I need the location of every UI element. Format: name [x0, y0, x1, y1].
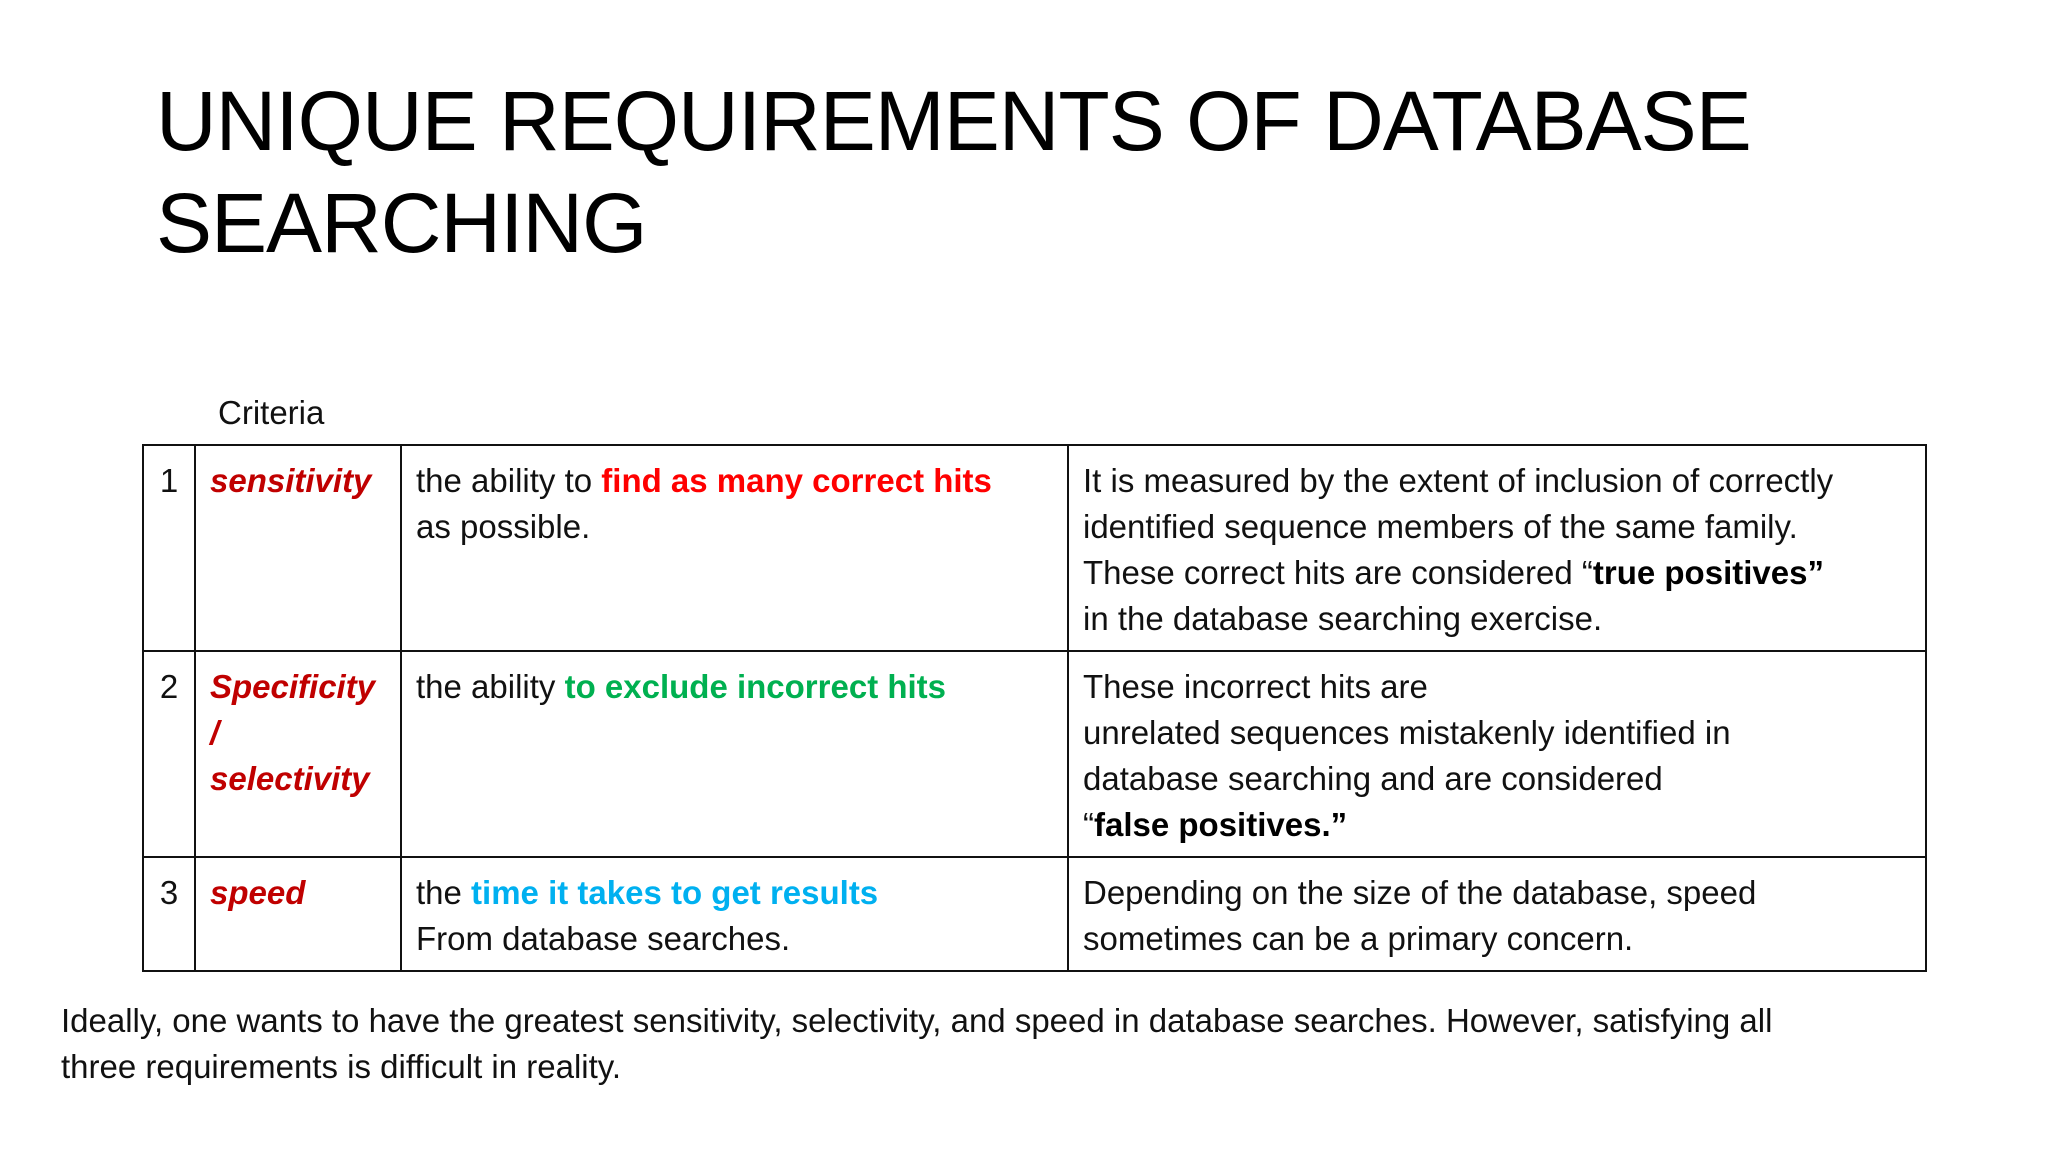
description-line: in the database searching exercise. [1083, 600, 1603, 637]
definition-suffix: From database searches. [416, 920, 791, 957]
definition-cell [401, 857, 1068, 971]
description-cell [1068, 651, 1926, 857]
summary-note [61, 998, 1991, 1090]
criterion-term-specificity: Specificity [210, 668, 376, 705]
description-line: These incorrect hits are [1083, 668, 1428, 705]
criterion-term-sensitivity: sensitivity [210, 462, 372, 499]
description-line: These correct hits are considered “ [1083, 554, 1593, 591]
row-number: 1 [143, 445, 195, 651]
description-line: “ [1083, 806, 1094, 843]
criterion-term-speed: speed [210, 874, 306, 911]
description-line: database searching and are considered [1083, 760, 1663, 797]
definition-highlight: time it takes to get results [471, 874, 879, 911]
description-cell [1068, 857, 1926, 971]
description-line: unrelated sequences mistakenly identified in [1083, 714, 1731, 751]
title-line-1: UNIQUE REQUIREMENTS OF DATABASE [156, 74, 1751, 168]
criterion-term-selectivity: selectivity [210, 760, 370, 797]
summary-line-2: three requirements is difficult in reality. [61, 1048, 622, 1085]
row-number: 3 [143, 857, 195, 971]
description-cell [1068, 445, 1926, 651]
definition-prefix: the ability to [416, 462, 602, 499]
criterion-cell [195, 651, 401, 857]
description-line: sometimes can be a primary concern. [1083, 920, 1634, 957]
table-row [143, 651, 1926, 857]
description-line: It is measured by the extent of inclusion of correctly [1083, 462, 1834, 499]
false-positives-term: false positives.” [1094, 806, 1348, 843]
criterion-term-separator: / [210, 714, 220, 751]
row-number: 2 [143, 651, 195, 857]
table-row [143, 445, 1926, 651]
table-row [143, 857, 1926, 971]
summary-line-1: Ideally, one wants to have the greatest sensitivity, selectivity, and speed in database searches. However, satisfying all [61, 1002, 1773, 1039]
description-line: Depending on the size of the database, speed [1083, 874, 1757, 911]
definition-prefix: the ability [416, 668, 565, 705]
definition-suffix: as possible. [416, 508, 591, 545]
definition-prefix: the [416, 874, 472, 911]
description-line: identified sequence members of the same family. [1083, 508, 1798, 545]
definition-cell [401, 651, 1068, 857]
definition-cell [401, 445, 1068, 651]
criteria-caption: Criteria [218, 394, 325, 431]
true-positives-term: true positives” [1592, 554, 1824, 591]
definition-highlight: to exclude incorrect hits [564, 668, 947, 705]
criterion-cell [195, 857, 401, 971]
slide-title [156, 70, 1856, 274]
definition-highlight: find as many correct hits [601, 462, 992, 499]
criterion-cell [195, 445, 401, 651]
requirements-table [142, 444, 1927, 972]
title-line-2: SEARCHING [156, 176, 647, 270]
